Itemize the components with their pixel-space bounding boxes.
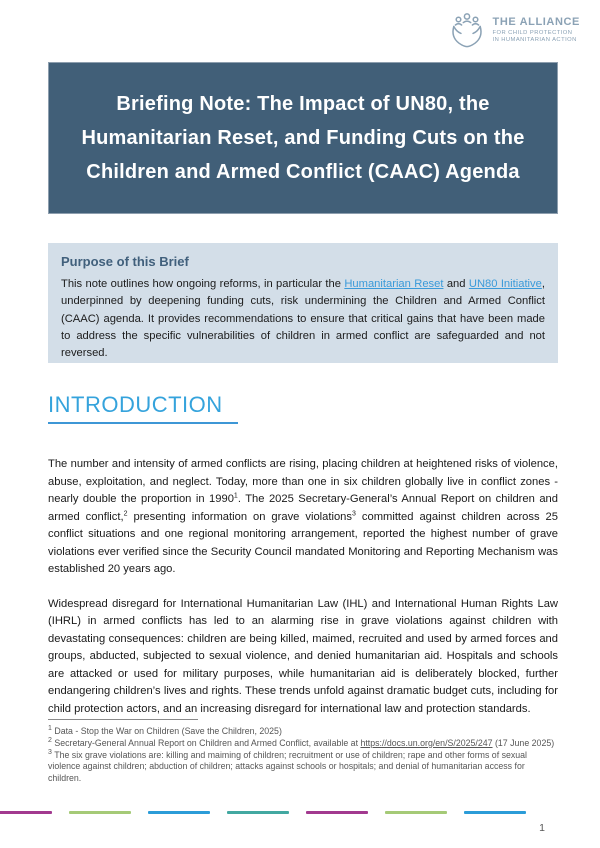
- paragraph-1-text: committed against children across 25 conflict situations and one regional monitoring arrangement, reported the highest number of grave violations ever verified since the Security Council mandated Monitoring and Reporting Mechanism was established 20 years ago.: [48, 510, 559, 575]
- purpose-box: [48, 243, 558, 363]
- purpose-heading: Purpose of this Brief: [61, 254, 189, 269]
- paragraph-1-text: presenting information on grave violations: [127, 510, 353, 523]
- humanitarian-reset-link[interactable]: Humanitarian Reset: [344, 278, 444, 290]
- introduction-body: [48, 456, 558, 735]
- footer-dash-line: [0, 811, 526, 814]
- logo-subtitle-2: IN HUMANITARIAN ACTION: [492, 36, 577, 43]
- footnotes-section: [48, 719, 558, 785]
- logo-title: THE ALLIANCE: [492, 16, 580, 29]
- logo-subtitle-1: FOR CHILD PROTECTION: [492, 29, 573, 36]
- paragraph-1-text: . The 2025 Secretary-General’s Annual Report on children and armed conflict,: [48, 493, 558, 523]
- alliance-hands-children-icon: [447, 10, 487, 50]
- title-line-1: Briefing Note: The Impact of UN80, the: [116, 93, 490, 115]
- footnote-2-text-after: (17 June 2025): [492, 737, 555, 748]
- page-number: 1: [539, 822, 545, 834]
- footnote-1-text: Data - Stop the War on Children (Save the Children, 2025): [51, 726, 282, 736]
- introduction-heading: INTRODUCTION: [48, 392, 238, 424]
- title-line-3: Children and Armed Conflict (CAAC) Agenda: [86, 161, 520, 183]
- footnote-ref-3[interactable]: 3: [352, 509, 356, 517]
- purpose-text-mid: and: [443, 278, 469, 290]
- footnote-2: [48, 738, 558, 750]
- footnote-2-marker: 2: [48, 736, 52, 744]
- footnote-separator: [48, 719, 198, 720]
- purpose-text-before: This note outlines how ongoing reforms, in particular the: [61, 278, 345, 290]
- alliance-logo: [447, 10, 580, 50]
- purpose-text: [61, 276, 545, 362]
- dash-segment: [306, 811, 368, 814]
- dash-segment: [148, 811, 210, 814]
- footnote-3-text: The six grave violations are: killing and maiming of children; recruitment or use of children; rape and other forms of sexual violence against children; abduction of children; attacks against schools or hospitals; and denial of humanitarian access for children.: [48, 749, 528, 784]
- dash-segment: [464, 811, 526, 814]
- footnote-ref-1[interactable]: 1: [233, 492, 238, 500]
- alliance-logo-text: [493, 17, 580, 43]
- footnote-3: [48, 750, 558, 785]
- footnote-1-marker: 1: [48, 725, 52, 733]
- title-banner: [48, 62, 558, 214]
- title-line-2: Humanitarian Reset, and Funding Cuts on the: [81, 127, 525, 149]
- footnote-ref-2[interactable]: 2: [123, 509, 128, 517]
- footnote-3-marker: 3: [48, 748, 52, 756]
- un-report-link[interactable]: https://docs.un.org/en/S/2025/247: [360, 737, 493, 748]
- dash-segment: [0, 811, 52, 814]
- dash-segment: [227, 811, 289, 814]
- dash-segment: [69, 811, 131, 814]
- introduction-paragraph-1: [48, 456, 558, 579]
- un80-initiative-link[interactable]: UN80 Initiative: [468, 278, 542, 290]
- footnote-1: [48, 726, 558, 738]
- paragraph-1-text: The number and intensity of armed conflicts are rising, placing children at heightened risks of violence, abuse, exploitation, and neglect. Today, more than one in six children globally live in conflict zones - nearly double the proportion in 1990: [48, 458, 558, 505]
- introduction-paragraph-2: Widespread disregard for International Humanitarian Law (IHL) and International Human Rights Law (IHRL) in armed conflicts has led to an alarming rise in grave violations against children with devastating consequences: children are being killed, maimed, recruited and used by armed forces and groups, abducted, subjected to sexual violence, and denied humanitarian aid. Hospitals and schools are attacked or used for military purposes, while humanitarian aid is deliberately blocked, further endangering children’s lives and rights. These trends unfold against dramatic budget cuts, including for child protection actors, and an increasing disregard for international law and protection standards.: [48, 597, 558, 715]
- footnote-2-text: Secretary-General Annual Report on Children and Armed Conflict, available at: [51, 737, 361, 748]
- dash-segment: [385, 811, 447, 814]
- purpose-text-after: , underpinned by deepening funding cuts, risk undermining the Children and Armed Conflict (CAAC) agenda. It provides recommendations to ensure that critical gains that have been made to address the specific vulnerabilities of children in armed conflict are safeguarded and not reversed.: [61, 278, 545, 360]
